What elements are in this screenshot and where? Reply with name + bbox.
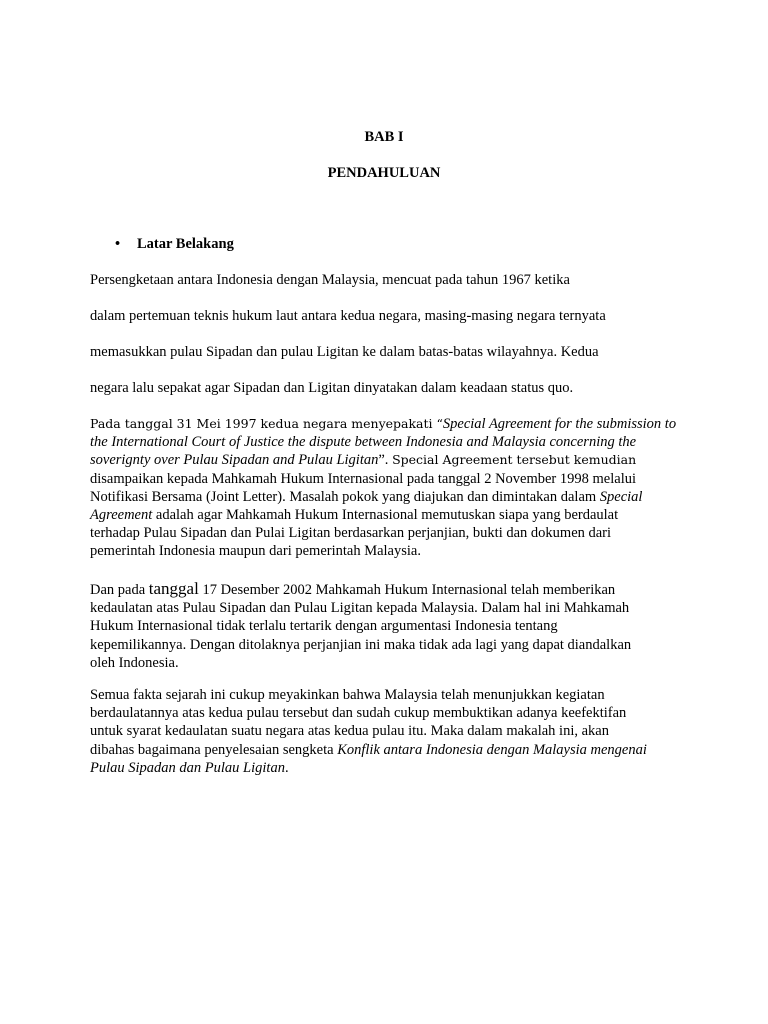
para4-line-1: Semua fakta sejarah ini cukup meyakinkan bahwa Malaysia telah menunjukkan kegiatan xyxy=(90,687,605,703)
para2-line-7: terhadap Pulau Sipadan dan Pulai Ligitan berdasarkan perjanjian, bukti dan dokumen dari xyxy=(90,525,612,542)
section-label: Latar Belakang xyxy=(137,236,234,252)
intro-line-4: negara lalu sepakat agar Sipadan dan Ligitan dinyatakan dalam keadaan status quo. xyxy=(90,380,574,396)
para2-line-3: soverignty over Pulau Sipadan and Pulau Ligitan”. Special Agreement tersebut kemudian xyxy=(90,452,637,469)
paragraph-conclusion xyxy=(90,686,690,777)
intro-line-3: memasukkan pulau Sipadan dan pulau Ligitan ke dalam batas-batas wilayahnya. Kedua xyxy=(90,344,599,360)
para2-line-5: Notifikasi Bersama (Joint Letter). Masalah pokok yang diajukan dan dimintakan dalam Special xyxy=(90,488,643,505)
intro-line-1: Persengketaan antara Indonesia dengan Malaysia, mencuat pada tahun 1967 ketika xyxy=(90,272,570,288)
para3-line-4: kepemilikannya. Dengan ditolaknya perjanjian ini maka tidak ada lagi yang dapat diandalkan xyxy=(90,636,632,653)
paragraph-agreement xyxy=(90,415,690,561)
chapter-title: PENDAHULUAN xyxy=(327,165,441,181)
para4-line-3: untuk syarat kedaulatan suatu negara atas kedua pulau itu. Maka dalam makalah ini, akan xyxy=(90,723,609,740)
para2-line-4: disampaikan kepada Mahkamah Hukum Internasional pada tanggal 2 November 1998 melalui xyxy=(90,470,637,487)
para2-line-6: Agreement adalah agar Mahkamah Hukum Internasional memutuskan siapa yang berdaulat xyxy=(90,507,619,524)
para2-line-1: Pada tanggal 31 Mei 1997 kedua negara menyepakati “Special Agreement for the submission to xyxy=(90,416,677,432)
para3-line-2: kedaulatan atas Pulau Sipadan dan Pulau Ligitan kepada Malaysia. Dalam hal ini Mahkamah xyxy=(90,600,630,617)
para3-line-3: Hukum Internasional tidak terlalu tertarik dengan argumentasi Indonesia tentang xyxy=(90,618,558,635)
para4-line-4: dibahas bagaimana penyelesaian sengketa Konflik antara Indonesia dengan Malaysia mengenai xyxy=(90,741,647,758)
para2-line-2: the International Court of Justice the dispute between Indonesia and Malaysia concerning the xyxy=(90,434,637,451)
paragraph-ruling xyxy=(90,580,690,672)
para2-line-8: pemerintah Indonesia maupun dari pemerintah Malaysia. xyxy=(90,543,421,560)
para3-line-1: Dan pada tanggal 17 Desember 2002 Mahkamah Hukum Internasional telah memberikan xyxy=(90,579,616,598)
chapter-heading: BAB I xyxy=(364,129,404,145)
intro-line-2: dalam pertemuan teknis hukum laut antara kedua negara, masing-masing negara ternyata xyxy=(90,308,606,324)
para4-line-5: Pulau Sipadan dan Pulau Ligitan. xyxy=(90,759,289,776)
para3-line-5: oleh Indonesia. xyxy=(90,654,179,671)
para4-line-2: berdaulatannya atas kedua pulau tersebut dan sudah cukup membuktikan adanya keefektifan xyxy=(90,705,627,722)
section-heading xyxy=(115,236,234,253)
bullet-icon: • xyxy=(115,236,121,252)
